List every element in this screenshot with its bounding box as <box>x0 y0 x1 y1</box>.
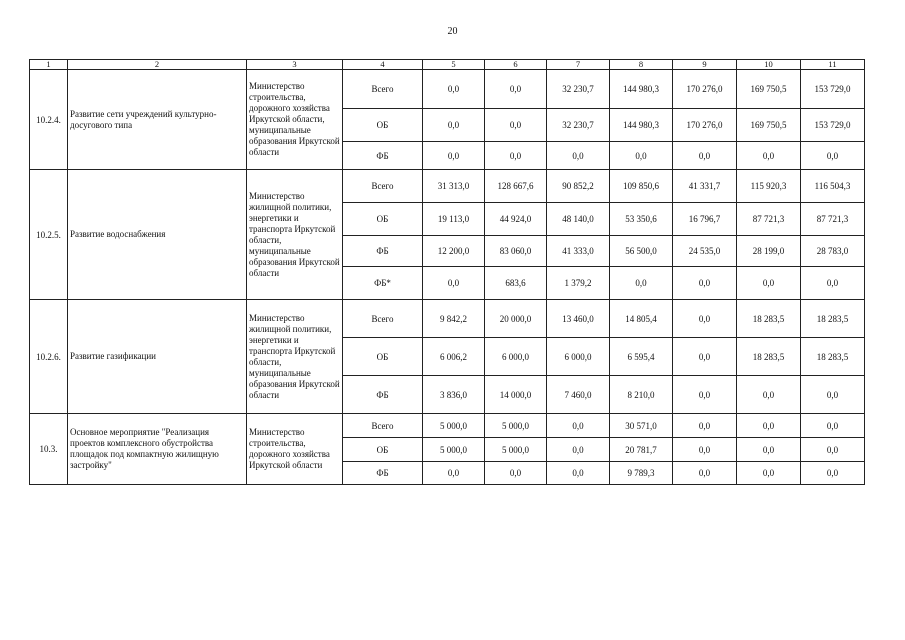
funding-source: ОБ <box>343 109 423 142</box>
funding-source: Всего <box>343 300 423 338</box>
value-cell: 13 460,0 <box>547 300 610 338</box>
value-cell: 0,0 <box>673 300 737 338</box>
value-cell: 0,0 <box>737 376 801 414</box>
funding-source: ФБ <box>343 376 423 414</box>
value-cell: 0,0 <box>547 142 610 170</box>
value-cell: 9 842,2 <box>423 300 485 338</box>
value-cell: 0,0 <box>485 142 547 170</box>
value-cell: 5 000,0 <box>423 414 485 438</box>
value-cell: 0,0 <box>801 462 865 485</box>
value-cell: 90 852,2 <box>547 170 610 203</box>
header-cell: 7 <box>547 60 610 70</box>
funding-source: ОБ <box>343 438 423 462</box>
header-cell: 8 <box>610 60 673 70</box>
value-cell: 0,0 <box>423 267 485 300</box>
header-cell: 6 <box>485 60 547 70</box>
value-cell: 169 750,5 <box>737 109 801 142</box>
value-cell: 0,0 <box>801 267 865 300</box>
table-row <box>30 414 865 438</box>
value-cell: 0,0 <box>801 438 865 462</box>
value-cell: 144 980,3 <box>610 70 673 109</box>
value-cell: 0,0 <box>737 438 801 462</box>
value-cell: 32 230,7 <box>547 70 610 109</box>
value-cell: 20 000,0 <box>485 300 547 338</box>
value-cell: 3 836,0 <box>423 376 485 414</box>
value-cell: 0,0 <box>547 462 610 485</box>
value-cell: 8 210,0 <box>610 376 673 414</box>
value-cell: 31 313,0 <box>423 170 485 203</box>
value-cell: 16 796,7 <box>673 203 737 236</box>
value-cell: 0,0 <box>673 142 737 170</box>
table-row <box>30 70 865 109</box>
value-cell: 109 850,6 <box>610 170 673 203</box>
header-cell: 2 <box>68 60 247 70</box>
value-cell: 24 535,0 <box>673 236 737 267</box>
funding-source: ФБ* <box>343 267 423 300</box>
value-cell: 153 729,0 <box>801 109 865 142</box>
value-cell: 0,0 <box>737 462 801 485</box>
value-cell: 12 200,0 <box>423 236 485 267</box>
value-cell: 41 333,0 <box>547 236 610 267</box>
value-cell: 6 006,2 <box>423 338 485 376</box>
value-cell: 6 000,0 <box>485 338 547 376</box>
header-cell: 10 <box>737 60 801 70</box>
value-cell: 0,0 <box>673 376 737 414</box>
value-cell: 0,0 <box>737 267 801 300</box>
table-row <box>30 300 865 338</box>
value-cell: 170 276,0 <box>673 109 737 142</box>
value-cell: 32 230,7 <box>547 109 610 142</box>
header-cell: 5 <box>423 60 485 70</box>
value-cell: 1 379,2 <box>547 267 610 300</box>
item-code: 10.2.4. <box>30 70 68 170</box>
value-cell: 48 140,0 <box>547 203 610 236</box>
header-cell: 4 <box>343 60 423 70</box>
value-cell: 170 276,0 <box>673 70 737 109</box>
item-executor: Министерство жилищной политики, энергетики и транспорта Иркутской области, муниципальные образования Иркутской области <box>247 170 343 300</box>
value-cell: 0,0 <box>673 414 737 438</box>
value-cell: 144 980,3 <box>610 109 673 142</box>
value-cell: 20 781,7 <box>610 438 673 462</box>
value-cell: 115 920,3 <box>737 170 801 203</box>
value-cell: 5 000,0 <box>485 438 547 462</box>
budget-table <box>29 59 865 485</box>
value-cell: 44 924,0 <box>485 203 547 236</box>
header-cell: 3 <box>247 60 343 70</box>
value-cell: 18 283,5 <box>801 338 865 376</box>
item-name: Основное мероприятие "Реализация проектов комплексного обустройства площадок под компактную жилищную застройку" <box>68 414 247 485</box>
value-cell: 683,6 <box>485 267 547 300</box>
funding-source: ФБ <box>343 462 423 485</box>
value-cell: 87 721,3 <box>801 203 865 236</box>
item-code: 10.2.5. <box>30 170 68 300</box>
value-cell: 18 283,5 <box>737 338 801 376</box>
item-executor: Министерство жилищной политики, энергетики и транспорта Иркутской области, муниципальные образования Иркутской области <box>247 300 343 414</box>
value-cell: 0,0 <box>610 267 673 300</box>
funding-source: Всего <box>343 70 423 109</box>
value-cell: 0,0 <box>423 142 485 170</box>
item-name: Развитие газификации <box>68 300 247 414</box>
value-cell: 18 283,5 <box>737 300 801 338</box>
page-number: 20 <box>447 26 458 37</box>
value-cell: 0,0 <box>801 414 865 438</box>
value-cell: 5 000,0 <box>423 438 485 462</box>
item-executor: Министерство строительства, дорожного хозяйства Иркутской области, муниципальные образования Иркутской области <box>247 70 343 170</box>
value-cell: 5 000,0 <box>485 414 547 438</box>
value-cell: 56 500,0 <box>610 236 673 267</box>
value-cell: 6 000,0 <box>547 338 610 376</box>
value-cell: 14 000,0 <box>485 376 547 414</box>
header-cell: 11 <box>801 60 865 70</box>
value-cell: 153 729,0 <box>801 70 865 109</box>
value-cell: 0,0 <box>485 70 547 109</box>
value-cell: 28 783,0 <box>801 236 865 267</box>
value-cell: 19 113,0 <box>423 203 485 236</box>
table-row <box>30 170 865 203</box>
value-cell: 169 750,5 <box>737 70 801 109</box>
item-name: Развитие водоснабжения <box>68 170 247 300</box>
value-cell: 0,0 <box>485 109 547 142</box>
value-cell: 30 571,0 <box>610 414 673 438</box>
funding-source: ОБ <box>343 203 423 236</box>
value-cell: 128 667,6 <box>485 170 547 203</box>
value-cell: 28 199,0 <box>737 236 801 267</box>
value-cell: 0,0 <box>673 338 737 376</box>
funding-source: Всего <box>343 170 423 203</box>
value-cell: 0,0 <box>423 109 485 142</box>
value-cell: 0,0 <box>547 438 610 462</box>
item-code: 10.3. <box>30 414 68 485</box>
value-cell: 83 060,0 <box>485 236 547 267</box>
value-cell: 9 789,3 <box>610 462 673 485</box>
funding-source: ФБ <box>343 142 423 170</box>
value-cell: 0,0 <box>423 70 485 109</box>
value-cell: 0,0 <box>673 438 737 462</box>
value-cell: 0,0 <box>547 414 610 438</box>
value-cell: 0,0 <box>737 142 801 170</box>
value-cell: 7 460,0 <box>547 376 610 414</box>
value-cell: 6 595,4 <box>610 338 673 376</box>
value-cell: 87 721,3 <box>737 203 801 236</box>
header-cell: 1 <box>30 60 68 70</box>
value-cell: 53 350,6 <box>610 203 673 236</box>
funding-source: ФБ <box>343 236 423 267</box>
header-cell: 9 <box>673 60 737 70</box>
value-cell: 0,0 <box>801 142 865 170</box>
item-executor: Министерство строительства, дорожного хозяйства Иркутской области <box>247 414 343 485</box>
value-cell: 0,0 <box>673 267 737 300</box>
value-cell: 0,0 <box>801 376 865 414</box>
funding-source: ОБ <box>343 338 423 376</box>
value-cell: 14 805,4 <box>610 300 673 338</box>
value-cell: 0,0 <box>610 142 673 170</box>
value-cell: 0,0 <box>485 462 547 485</box>
item-name: Развитие сети учреждений культурно-досугового типа <box>68 70 247 170</box>
value-cell: 18 283,5 <box>801 300 865 338</box>
value-cell: 0,0 <box>673 462 737 485</box>
value-cell: 41 331,7 <box>673 170 737 203</box>
header-row <box>30 60 865 70</box>
value-cell: 0,0 <box>423 462 485 485</box>
value-cell: 0,0 <box>737 414 801 438</box>
value-cell: 116 504,3 <box>801 170 865 203</box>
item-code: 10.2.6. <box>30 300 68 414</box>
funding-source: Всего <box>343 414 423 438</box>
